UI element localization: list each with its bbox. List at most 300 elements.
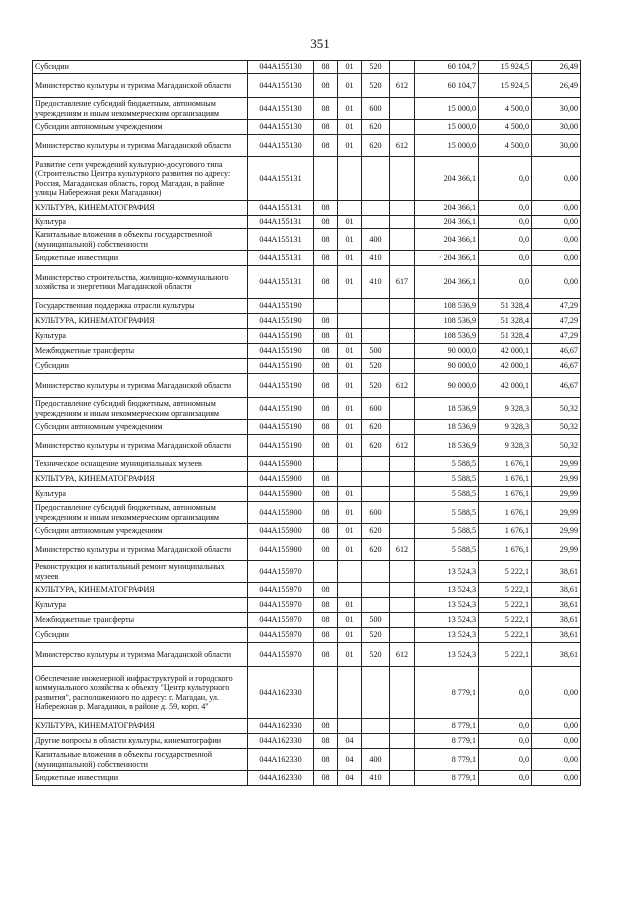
row-target-code: 044A155131	[248, 266, 314, 299]
row-ministry-code: 612	[390, 643, 415, 667]
row-name: Капитальные вложения в объекты государственной (муниципальной) собственности	[33, 749, 248, 771]
table-row	[33, 487, 581, 502]
row-expense-type: 410	[362, 771, 390, 786]
row-execution-percent: 38,61	[532, 643, 581, 667]
row-approved-amount: 18 536,9	[415, 398, 479, 420]
row-subsection: 01	[338, 344, 362, 359]
row-execution-percent: 0,00	[532, 667, 581, 719]
row-expense-type	[362, 299, 390, 314]
row-approved-amount: 18 536,9	[415, 435, 479, 457]
row-ministry-code	[390, 314, 415, 329]
row-ministry-code	[390, 502, 415, 524]
row-executed-amount: 42 000,1	[479, 374, 532, 398]
row-execution-percent: 0,00	[532, 266, 581, 299]
row-executed-amount: 0,0	[479, 216, 532, 229]
row-subsection: 01	[338, 135, 362, 157]
row-approved-amount: 13 524,3	[415, 598, 479, 613]
row-ministry-code: 617	[390, 266, 415, 299]
table-row	[33, 539, 581, 561]
table-row	[33, 61, 581, 74]
row-name: Субсидии автономным учреждениям	[33, 524, 248, 539]
row-execution-percent: 29,99	[532, 487, 581, 502]
row-name: Субсидии	[33, 359, 248, 374]
row-approved-amount: 5 588,5	[415, 457, 479, 472]
row-execution-percent: 29,99	[532, 472, 581, 487]
row-executed-amount: 0,0	[479, 667, 532, 719]
row-name: Министерство культуры и туризма Магаданской области	[33, 539, 248, 561]
row-name: Министерство строительства, жилищно-коммунального хозяйства и энергетики Магаданской области	[33, 266, 248, 299]
row-executed-amount: 4 500,0	[479, 120, 532, 135]
row-target-code: 044A155190	[248, 329, 314, 344]
row-target-code: 044A155970	[248, 598, 314, 613]
row-executed-amount: 51 328,4	[479, 314, 532, 329]
row-target-code: 044A155130	[248, 135, 314, 157]
row-expense-type: 620	[362, 120, 390, 135]
row-name: Государственная поддержка отрасли культуры	[33, 299, 248, 314]
row-approved-amount: 5 588,5	[415, 487, 479, 502]
table-row	[33, 561, 581, 583]
row-executed-amount: 9 328,3	[479, 420, 532, 435]
row-name: Межбюджетные трансферты	[33, 344, 248, 359]
table-row	[33, 98, 581, 120]
row-ministry-code	[390, 398, 415, 420]
row-approved-amount: 13 524,3	[415, 613, 479, 628]
row-subsection	[338, 561, 362, 583]
row-ministry-code	[390, 472, 415, 487]
row-name: Бюджетные инвестиции	[33, 251, 248, 266]
row-section: 08	[314, 329, 338, 344]
table-row	[33, 667, 581, 719]
table-row	[33, 157, 581, 201]
row-ministry-code	[390, 561, 415, 583]
row-execution-percent: 26,49	[532, 61, 581, 74]
row-section: 08	[314, 749, 338, 771]
row-executed-amount: 4 500,0	[479, 98, 532, 120]
row-target-code: 044A155900	[248, 502, 314, 524]
row-execution-percent: 38,61	[532, 598, 581, 613]
row-ministry-code	[390, 613, 415, 628]
row-subsection: 01	[338, 329, 362, 344]
row-executed-amount: 5 222,1	[479, 613, 532, 628]
row-target-code: 044A155130	[248, 61, 314, 74]
table-row	[33, 771, 581, 786]
row-section: 08	[314, 251, 338, 266]
row-ministry-code	[390, 734, 415, 749]
row-subsection: 01	[338, 216, 362, 229]
page-number: 351	[310, 36, 330, 51]
row-executed-amount: 0,0	[479, 266, 532, 299]
row-section: 08	[314, 583, 338, 598]
row-expense-type: 500	[362, 344, 390, 359]
row-subsection: 01	[338, 420, 362, 435]
row-target-code: 044A155130	[248, 74, 314, 98]
row-approved-amount: 90 000,0	[415, 359, 479, 374]
table-row	[33, 583, 581, 598]
row-execution-percent: 0,00	[532, 719, 581, 734]
row-section: 08	[314, 61, 338, 74]
row-subsection: 01	[338, 120, 362, 135]
row-name: Предоставление субсидий бюджетным, автономным учреждениям и иным некоммерческим организациям	[33, 98, 248, 120]
row-approved-amount: 204 366,1	[415, 201, 479, 216]
row-executed-amount: 9 328,3	[479, 435, 532, 457]
row-section: 08	[314, 643, 338, 667]
row-expense-type: 520	[362, 628, 390, 643]
row-name: Культура	[33, 598, 248, 613]
row-target-code: 044A155131	[248, 201, 314, 216]
row-executed-amount: 0,0	[479, 201, 532, 216]
row-target-code: 044A155190	[248, 420, 314, 435]
row-approved-amount: 13 524,3	[415, 628, 479, 643]
row-approved-amount: 204 366,1	[415, 216, 479, 229]
row-expense-type	[362, 487, 390, 502]
row-execution-percent: 29,99	[532, 502, 581, 524]
row-subsection: 01	[338, 74, 362, 98]
row-execution-percent: 47,29	[532, 314, 581, 329]
row-executed-amount: 42 000,1	[479, 359, 532, 374]
row-name: Капитальные вложения в объекты государственной (муниципальной) собственности	[33, 229, 248, 251]
row-subsection: 01	[338, 628, 362, 643]
row-subsection: 01	[338, 266, 362, 299]
row-execution-percent: 26,49	[532, 74, 581, 98]
row-target-code: 044A155131	[248, 157, 314, 201]
row-name: Развитие сети учреждений культурно-досугового типа (Строительство Центра культурного развития по адресу: Россия, Магаданская область, город Магадан, в районе улицы Набережная реки Магаданки)	[33, 157, 248, 201]
table-row	[33, 398, 581, 420]
row-ministry-code	[390, 157, 415, 201]
row-section: 08	[314, 539, 338, 561]
row-subsection	[338, 472, 362, 487]
row-executed-amount: 5 222,1	[479, 598, 532, 613]
table-row	[33, 435, 581, 457]
row-section: 08	[314, 374, 338, 398]
row-ministry-code	[390, 201, 415, 216]
row-subsection: 04	[338, 734, 362, 749]
row-executed-amount: 1 676,1	[479, 502, 532, 524]
row-approved-amount: 60 104,7	[415, 61, 479, 74]
row-execution-percent: 29,99	[532, 539, 581, 561]
row-expense-type	[362, 314, 390, 329]
row-target-code: 044A155190	[248, 314, 314, 329]
row-expense-type: 500	[362, 613, 390, 628]
table-row	[33, 628, 581, 643]
row-expense-type: 520	[362, 359, 390, 374]
row-executed-amount: 0,0	[479, 771, 532, 786]
row-subsection	[338, 314, 362, 329]
row-section: 08	[314, 502, 338, 524]
row-section: 08	[314, 613, 338, 628]
row-target-code: 044A155970	[248, 643, 314, 667]
row-execution-percent: 0,00	[532, 216, 581, 229]
row-section: 08	[314, 420, 338, 435]
row-approved-amount: 8 779,1	[415, 749, 479, 771]
row-subsection: 01	[338, 643, 362, 667]
row-expense-type: 520	[362, 74, 390, 98]
row-ministry-code	[390, 251, 415, 266]
row-execution-percent: 29,99	[532, 524, 581, 539]
row-subsection: 01	[338, 613, 362, 628]
table-row	[33, 135, 581, 157]
table-row	[33, 229, 581, 251]
row-subsection: 01	[338, 374, 362, 398]
row-execution-percent: 0,00	[532, 201, 581, 216]
row-name: Техническое оснащение муниципальных музеев	[33, 457, 248, 472]
row-section: 08	[314, 598, 338, 613]
row-approved-amount: · 204 366,1	[415, 251, 479, 266]
row-target-code: 044A155900	[248, 472, 314, 487]
row-executed-amount: 1 676,1	[479, 472, 532, 487]
row-approved-amount: 8 779,1	[415, 734, 479, 749]
row-name: Обеспечение инженерной инфраструктурой и городского коммунального хозяйства к объекту "Центр культурного развития", расположенного по адресу: г. Магадан, ул. Набережная р. Магаданки, в районе д. 59, корп. 4"	[33, 667, 248, 719]
row-subsection	[338, 457, 362, 472]
row-subsection	[338, 299, 362, 314]
row-ministry-code	[390, 98, 415, 120]
row-executed-amount: 0,0	[479, 251, 532, 266]
table-row	[33, 420, 581, 435]
row-ministry-code	[390, 420, 415, 435]
row-execution-percent: 38,61	[532, 561, 581, 583]
row-expense-type: 410	[362, 251, 390, 266]
row-approved-amount: 15 000,0	[415, 120, 479, 135]
row-subsection	[338, 201, 362, 216]
table-row	[33, 598, 581, 613]
row-name: КУЛЬТУРА, КИНЕМАТОГРАФИЯ	[33, 719, 248, 734]
row-execution-percent: 30,00	[532, 120, 581, 135]
row-expense-type: 520	[362, 643, 390, 667]
row-execution-percent: 46,67	[532, 374, 581, 398]
row-expense-type: 520	[362, 374, 390, 398]
row-expense-type	[362, 561, 390, 583]
row-section: 08	[314, 229, 338, 251]
row-expense-type	[362, 734, 390, 749]
row-ministry-code: 612	[390, 74, 415, 98]
row-expense-type: 600	[362, 98, 390, 120]
row-executed-amount: 1 676,1	[479, 487, 532, 502]
row-executed-amount: 15 924,5	[479, 61, 532, 74]
row-ministry-code: 612	[390, 374, 415, 398]
row-ministry-code	[390, 628, 415, 643]
row-subsection: 01	[338, 61, 362, 74]
row-section	[314, 457, 338, 472]
row-ministry-code	[390, 667, 415, 719]
row-target-code: 044A155130	[248, 120, 314, 135]
row-execution-percent: 29,99	[532, 457, 581, 472]
row-ministry-code: 612	[390, 135, 415, 157]
row-approved-amount: 5 588,5	[415, 472, 479, 487]
row-executed-amount: 9 328,3	[479, 398, 532, 420]
row-executed-amount: 1 676,1	[479, 524, 532, 539]
row-target-code: 044A155131	[248, 229, 314, 251]
row-target-code: 044A155131	[248, 216, 314, 229]
table-row	[33, 643, 581, 667]
row-execution-percent: 30,00	[532, 135, 581, 157]
row-executed-amount: 0,0	[479, 157, 532, 201]
row-ministry-code	[390, 719, 415, 734]
row-approved-amount: 8 779,1	[415, 667, 479, 719]
table-row	[33, 201, 581, 216]
row-name: Культура	[33, 216, 248, 229]
row-approved-amount: 13 524,3	[415, 643, 479, 667]
row-section: 08	[314, 216, 338, 229]
row-subsection	[338, 719, 362, 734]
row-executed-amount: 0,0	[479, 749, 532, 771]
row-name: Бюджетные инвестиции	[33, 771, 248, 786]
row-approved-amount: 15 000,0	[415, 98, 479, 120]
row-section: 08	[314, 135, 338, 157]
row-ministry-code: 612	[390, 539, 415, 561]
row-section: 08	[314, 201, 338, 216]
row-target-code: 044A162330	[248, 771, 314, 786]
row-target-code: 044A155970	[248, 583, 314, 598]
row-target-code: 044A155190	[248, 398, 314, 420]
table-body	[33, 61, 581, 786]
row-name: Культура	[33, 487, 248, 502]
row-expense-type: 400	[362, 229, 390, 251]
row-expense-type: 620	[362, 135, 390, 157]
row-section: 08	[314, 266, 338, 299]
row-subsection: 01	[338, 251, 362, 266]
row-execution-percent: 0,00	[532, 251, 581, 266]
row-ministry-code	[390, 216, 415, 229]
row-approved-amount: 60 104,7	[415, 74, 479, 98]
row-ministry-code	[390, 524, 415, 539]
row-section	[314, 157, 338, 201]
row-subsection	[338, 583, 362, 598]
row-target-code: 044A155900	[248, 487, 314, 502]
row-subsection	[338, 157, 362, 201]
row-executed-amount: 1 676,1	[479, 539, 532, 561]
row-subsection: 01	[338, 98, 362, 120]
row-target-code: 044A155970	[248, 561, 314, 583]
row-subsection: 01	[338, 524, 362, 539]
row-execution-percent: 38,61	[532, 583, 581, 598]
row-execution-percent: 46,67	[532, 344, 581, 359]
row-expense-type: 620	[362, 524, 390, 539]
row-target-code: 044A162330	[248, 667, 314, 719]
row-target-code: 044A155970	[248, 613, 314, 628]
row-section: 08	[314, 628, 338, 643]
row-expense-type	[362, 457, 390, 472]
row-executed-amount: 4 500,0	[479, 135, 532, 157]
row-name: КУЛЬТУРА, КИНЕМАТОГРАФИЯ	[33, 201, 248, 216]
row-ministry-code	[390, 120, 415, 135]
row-approved-amount: 5 588,5	[415, 539, 479, 561]
row-approved-amount: 108 536,9	[415, 329, 479, 344]
row-name: Реконструкция и капитальный ремонт муниципальных музеев	[33, 561, 248, 583]
row-name: Министерство культуры и туризма Магаданской области	[33, 135, 248, 157]
table-row	[33, 314, 581, 329]
row-execution-percent: 50,32	[532, 420, 581, 435]
row-approved-amount: 204 366,1	[415, 157, 479, 201]
row-section: 08	[314, 314, 338, 329]
row-name: КУЛЬТУРА, КИНЕМАТОГРАФИЯ	[33, 583, 248, 598]
row-executed-amount: 15 924,5	[479, 74, 532, 98]
row-ministry-code	[390, 329, 415, 344]
table-row	[33, 749, 581, 771]
row-section	[314, 561, 338, 583]
row-expense-type: 410	[362, 266, 390, 299]
row-subsection: 01	[338, 502, 362, 524]
row-executed-amount: 51 328,4	[479, 299, 532, 314]
row-expense-type	[362, 201, 390, 216]
row-expense-type	[362, 719, 390, 734]
row-name: Другие вопросы в области культуры, кинематографии	[33, 734, 248, 749]
row-approved-amount: 8 779,1	[415, 719, 479, 734]
table-row	[33, 74, 581, 98]
row-execution-percent: 0,00	[532, 157, 581, 201]
row-name: Субсидии автономным учреждениям	[33, 420, 248, 435]
row-ministry-code	[390, 229, 415, 251]
table-row	[33, 344, 581, 359]
row-name: Министерство культуры и туризма Магаданской области	[33, 374, 248, 398]
row-target-code: 044A155130	[248, 98, 314, 120]
row-section: 08	[314, 771, 338, 786]
row-expense-type: 600	[362, 398, 390, 420]
row-target-code: 044A155131	[248, 251, 314, 266]
row-ministry-code	[390, 457, 415, 472]
row-name: Министерство культуры и туризма Магаданской области	[33, 643, 248, 667]
row-section: 08	[314, 344, 338, 359]
row-expense-type	[362, 667, 390, 719]
row-section	[314, 667, 338, 719]
row-target-code: 044A155900	[248, 457, 314, 472]
row-approved-amount: 5 588,5	[415, 502, 479, 524]
row-subsection: 01	[338, 435, 362, 457]
row-name: Субсидии	[33, 61, 248, 74]
row-subsection: 01	[338, 398, 362, 420]
row-section	[314, 299, 338, 314]
row-execution-percent: 30,00	[532, 98, 581, 120]
row-execution-percent: 38,61	[532, 628, 581, 643]
row-section: 08	[314, 359, 338, 374]
row-name: КУЛЬТУРА, КИНЕМАТОГРАФИЯ	[33, 472, 248, 487]
row-approved-amount: 5 588,5	[415, 524, 479, 539]
row-executed-amount: 5 222,1	[479, 583, 532, 598]
row-execution-percent: 47,29	[532, 329, 581, 344]
table-row	[33, 299, 581, 314]
row-execution-percent: 50,32	[532, 435, 581, 457]
row-executed-amount: 5 222,1	[479, 628, 532, 643]
row-subsection	[338, 667, 362, 719]
row-expense-type: 620	[362, 539, 390, 561]
row-expense-type: 400	[362, 749, 390, 771]
row-ministry-code: 612	[390, 435, 415, 457]
row-subsection: 01	[338, 229, 362, 251]
row-expense-type	[362, 583, 390, 598]
row-target-code: 044A155190	[248, 299, 314, 314]
row-name: Министерство культуры и туризма Магаданской области	[33, 74, 248, 98]
row-approved-amount: 90 000,0	[415, 374, 479, 398]
row-execution-percent: 0,00	[532, 749, 581, 771]
row-section: 08	[314, 734, 338, 749]
row-ministry-code	[390, 598, 415, 613]
row-name: Предоставление субсидий бюджетным, автономным учреждениям и иным некоммерческим организациям	[33, 502, 248, 524]
row-executed-amount: 1 676,1	[479, 457, 532, 472]
row-expense-type	[362, 472, 390, 487]
row-subsection: 01	[338, 598, 362, 613]
row-section: 08	[314, 74, 338, 98]
row-name: Субсидии автономным учреждениям	[33, 120, 248, 135]
table-row	[33, 613, 581, 628]
row-ministry-code	[390, 583, 415, 598]
row-execution-percent: 0,00	[532, 734, 581, 749]
row-expense-type	[362, 216, 390, 229]
row-execution-percent: 0,00	[532, 229, 581, 251]
row-execution-percent: 38,61	[532, 613, 581, 628]
row-target-code: 044A162330	[248, 734, 314, 749]
row-ministry-code	[390, 299, 415, 314]
row-target-code: 044A155190	[248, 435, 314, 457]
row-name: Межбюджетные трансферты	[33, 613, 248, 628]
row-executed-amount: 5 222,1	[479, 643, 532, 667]
